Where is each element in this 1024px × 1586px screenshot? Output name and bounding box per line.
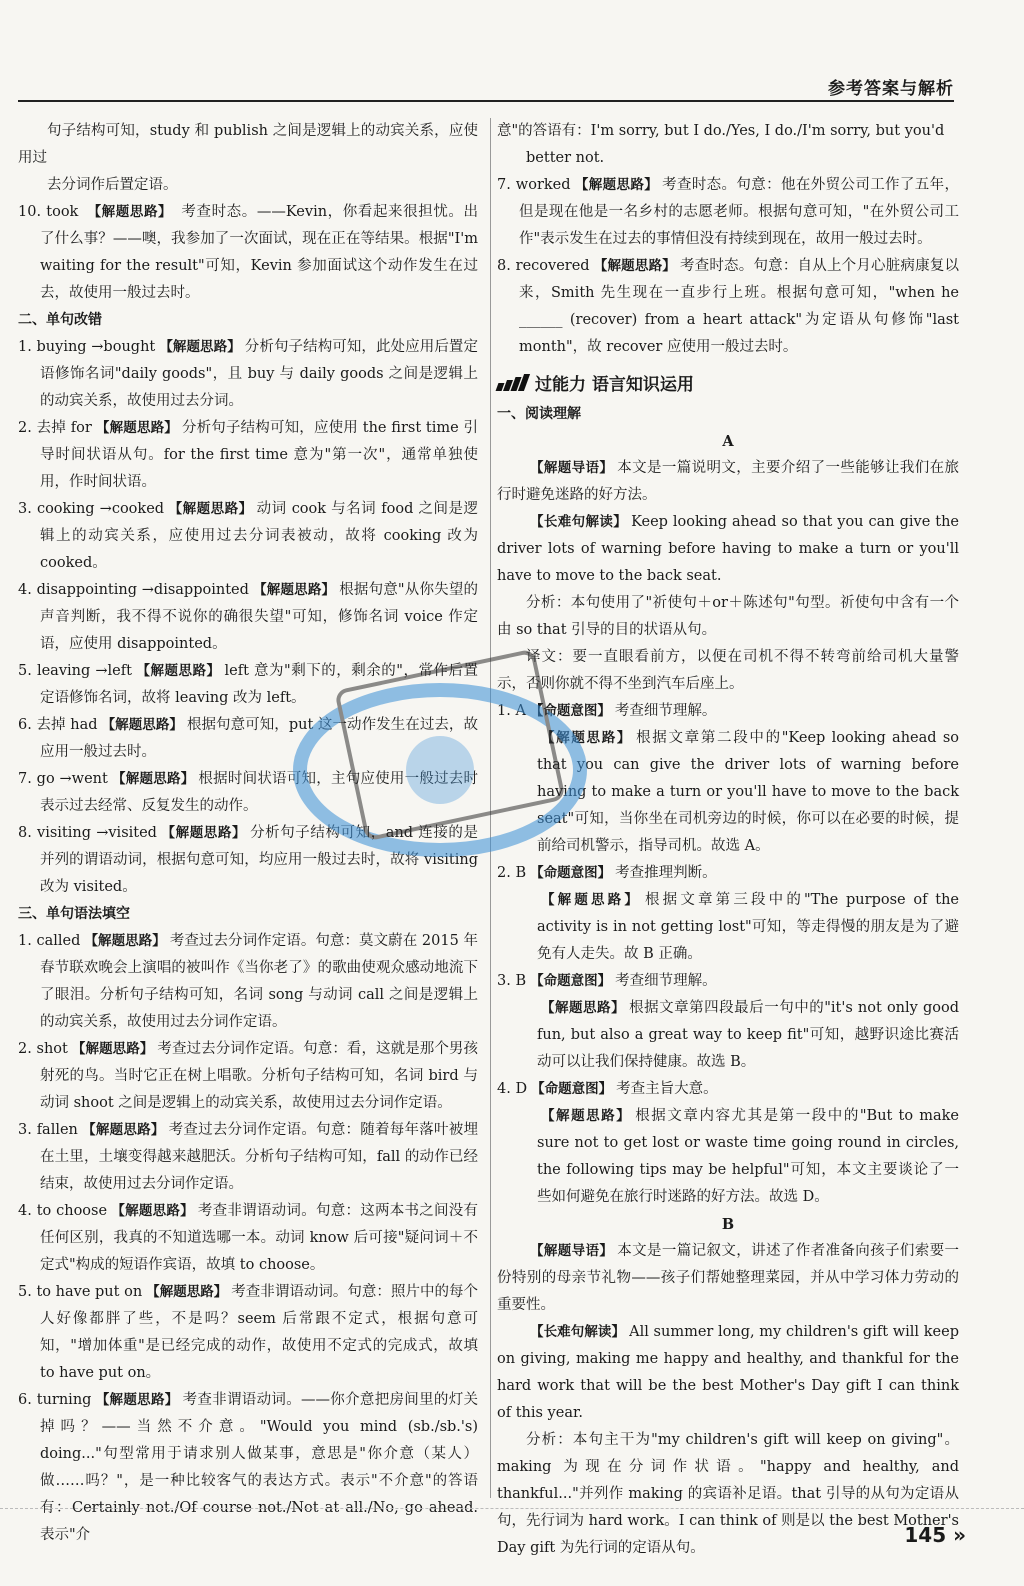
banner-bars-icon bbox=[497, 374, 527, 391]
analysis-tag: 【解题思路】 bbox=[146, 1284, 228, 1300]
analysis-tag: 【解题思路】 bbox=[87, 204, 173, 220]
intent-text: 考查推理判断。 bbox=[615, 865, 717, 881]
answer-text: 分析句子结构可知，and 连接的是并列的谓语动词，根据句意可知，均应用一般过去时，故将 visiting 改为 visited。 bbox=[40, 825, 479, 895]
intro-line: 句子结构可知，study 和 publish 之间是逻辑上的动宾关系，应使用过 bbox=[18, 123, 478, 166]
answer-text: 考查过去分词作定语。句意：随着每年落叶被埋在土里，土壤变得越来越肥沃。分析句子结构可知，fall 的动作已经结束，故使用过去分词作定语。 bbox=[40, 1122, 479, 1192]
correction-item bbox=[18, 820, 478, 901]
analysis-tag: 【解题思路】 bbox=[84, 933, 166, 949]
reading-answer bbox=[497, 860, 959, 887]
reading-reasoning bbox=[497, 1103, 959, 1211]
answer-label: 8. visiting →visited bbox=[18, 825, 157, 841]
analysis-tag: 【解题思路】 bbox=[574, 177, 659, 193]
section-banner bbox=[497, 365, 959, 399]
answer-label: 4. disappointing →disappointed bbox=[18, 582, 249, 598]
analysis-text: 分析：本句使用了"祈使句＋or＋陈述句"句型。祈使句中含有一个由 so that 引导的目的状语从句。 bbox=[497, 595, 959, 638]
reading-reasoning bbox=[497, 725, 959, 860]
correction-item bbox=[18, 334, 478, 415]
long-sentence-tag: 【长难句解读】 bbox=[530, 514, 628, 530]
fill-item bbox=[18, 928, 478, 1036]
guide-text: 本文是一篇记叙文，讲述了作者准备向孩子们索要一份特别的母亲节礼物——孩子们帮她整理菜园，并从中学习体力劳动的重要性。 bbox=[497, 1243, 959, 1313]
page-footer bbox=[0, 1508, 1024, 1553]
long-sentence bbox=[497, 1319, 959, 1427]
correction-item bbox=[18, 712, 478, 766]
analysis-tag: 【解题思路】 bbox=[541, 1108, 632, 1124]
passage-guide bbox=[497, 455, 959, 509]
analysis-tag: 【解题思路】 bbox=[593, 258, 676, 274]
correction-item bbox=[18, 766, 478, 820]
fill-item-8 bbox=[497, 253, 959, 361]
analysis-tag: 【解题思路】 bbox=[168, 501, 253, 517]
answer-item-10 bbox=[18, 199, 478, 307]
continued-line: better not. bbox=[526, 150, 605, 166]
analysis-tag: 【解题思路】 bbox=[101, 717, 183, 733]
reading-reasoning bbox=[497, 995, 959, 1076]
fill-item bbox=[18, 1036, 478, 1117]
long-sentence-tag: 【长难句解读】 bbox=[530, 1324, 626, 1340]
guide-text: 本文是一篇说明文，主要介绍了一些能够让我们在旅行时避免迷路的好方法。 bbox=[497, 460, 959, 503]
answer-label: 8. recovered bbox=[497, 258, 590, 274]
guide-tag: 【解题导语】 bbox=[530, 1243, 614, 1259]
reasoning-text: 根据文章内容尤其是第一段中的"But to make sure not to get lost or waste time going round in circles, the following tips may be helpful"可知，本文主要谈论了一些如何避免在旅行时迷路的好方法。故选 D。 bbox=[537, 1108, 959, 1205]
intent-text: 考查细节理解。 bbox=[615, 973, 717, 989]
analysis-tag: 【解题思路】 bbox=[541, 892, 641, 908]
answer-label: 4. D bbox=[497, 1081, 528, 1097]
intent-text: 考查细节理解。 bbox=[614, 703, 717, 719]
answer-label: 2. 去掉 for bbox=[18, 420, 92, 436]
analysis-tag: 【解题思路】 bbox=[95, 420, 178, 436]
section-heading: 三、单句语法填空 bbox=[18, 906, 130, 922]
reading-answer bbox=[497, 1076, 959, 1103]
page-header bbox=[18, 70, 954, 102]
answer-label: 3. cooking →cooked bbox=[18, 501, 165, 517]
answer-text: 考查时态。——Kevin，你看起来很担忧。出了什么事？——噢，我参加了一次面试，现在正在等结果。根据"I'm waiting for the result"可知，Kevin 参加面试这个动作发生在过去，故使用一般过去时。 bbox=[40, 204, 479, 301]
reading-answer bbox=[497, 698, 959, 725]
answer-label: 7. worked bbox=[497, 177, 571, 193]
answer-text: 根据句意"从你失望的声音判断，我不得不说你的确很失望"可知，修饰名词 voice 作定语，应使用 disappointed。 bbox=[40, 582, 479, 652]
section-heading: 一、阅读理解 bbox=[497, 406, 581, 422]
answer-label: 2. shot bbox=[18, 1041, 68, 1057]
analysis-tag: 【解题思路】 bbox=[95, 1392, 179, 1408]
answer-label: 5. to have put on bbox=[18, 1284, 143, 1300]
answer-text: 根据句意可知，put 这一动作发生在过去，故应用一般过去时。 bbox=[40, 717, 478, 760]
analysis-tag: 【解题思路】 bbox=[160, 825, 247, 841]
answer-text: 考查时态。句意：他在外贸公司工作了五年，但是现在他是一名乡村的志愿老师。根据句意可知，"在外贸公司工作"表示发生在过去的事情但没有持续到现在，故用一般过去时。 bbox=[519, 177, 960, 247]
analysis-tag: 【解题思路】 bbox=[541, 730, 633, 746]
intent-tag: 【命题意图】 bbox=[530, 865, 612, 881]
answer-text: 考查过去分词作定语。句意：看，这就是那个男孩射死的鸟。当时它正在树上唱歌。分析句子结构可知，名词 bird 与动词 shoot 之间是逻辑上的动宾关系，故使用过去分词作定语。 bbox=[40, 1041, 479, 1111]
long-sentence bbox=[497, 509, 959, 590]
answer-text: 考查非谓语动词。句意：这两本书之间没有任何区别，我真的不知道选哪一本。动词 know 后可接"疑问词＋不定式"构成的短语作宾语，故填 to choose。 bbox=[40, 1203, 479, 1273]
passage-letter: B bbox=[721, 1216, 735, 1233]
answer-text: 考查过去分词作定语。句意：莫文蔚在 2015 年春节联欢晚会上演唱的被叫作《当你老了》的歌曲使观众感动地流下了眼泪。分析句子结构可知，名词 song 与动词 call 之间是逻辑上的动宾关系，故使用过去分词作定语。 bbox=[40, 933, 478, 1030]
analysis-tag: 【解题思路】 bbox=[135, 663, 221, 679]
continued-line: 意"的答语有：I'm sorry, but I do./Yes, I do./I'm sorry, but you'd bbox=[497, 123, 945, 139]
answer-text: 分析句子结构可知，此处应用后置定语修饰名词"daily goods"，且 buy 与 daily goods 之间是逻辑上的动宾关系，故使用过去分词。 bbox=[40, 339, 478, 409]
reading-reasoning bbox=[497, 887, 959, 968]
answer-label: 3. B bbox=[497, 973, 527, 989]
correction-item bbox=[18, 577, 478, 658]
analysis-tag: 【解题思路】 bbox=[541, 1000, 626, 1016]
fill-item bbox=[18, 1279, 478, 1387]
answer-label: 1. A bbox=[497, 703, 526, 719]
reasoning-text: 根据文章第四段最后一句中的"it's not only good fun, but also a great way to keep fit"可知，越野识途比赛活动可以让我们保持健康。故选 B。 bbox=[537, 1000, 959, 1070]
answer-label: 7. go →went bbox=[18, 771, 108, 787]
answer-label: 1. called bbox=[18, 933, 81, 949]
correction-item bbox=[18, 496, 478, 577]
analysis-tag: 【解题思路】 bbox=[252, 582, 336, 598]
answer-label: 5. leaving →left bbox=[18, 663, 132, 679]
intent-tag: 【命题意图】 bbox=[529, 703, 611, 719]
answer-text: 考查时态。句意：自从上个月心脏病康复以来，Smith 先生现在一直步行上班。根据句意可知，"when he ______ (recover) from a heart attack"为定语从句修饰"last month"，故 recover 应使用一般过去时。 bbox=[519, 258, 960, 355]
banner-title: 过能力 语言知识运用 bbox=[535, 374, 694, 395]
intent-text: 考查主旨大意。 bbox=[616, 1081, 718, 1097]
reasoning-text: 根据文章第二段中的"Keep looking ahead so that you can give the driver lots of warning before having to make a turn or you'll have to move to the back seat"可知，当你坐在司机旁边的时候，你可以在必要的时候，提前给司机警示，指导司机。故选 A。 bbox=[537, 730, 960, 854]
long-sentence-text: Keep looking ahead so that you can give the driver lots of warning before having to make a turn or you'll have to move to the back seat. bbox=[497, 514, 959, 584]
reasoning-text: 根据文章第三段中的"The purpose of the activity is in not getting lost"可知，等走得慢的朋友是为了避免有人走失。故 B 正确。 bbox=[537, 892, 959, 962]
analysis-tag: 【解题思路】 bbox=[111, 1203, 194, 1219]
answer-label: 3. fallen bbox=[18, 1122, 78, 1138]
answer-text: left 意为"剩下的，剩余的"，常作后置定语修饰名词，故将 leaving 改为 left。 bbox=[40, 663, 479, 706]
answer-text: 考查非谓语动词。句意：照片中的每个人好像都胖了些，不是吗？seem 后常跟不定式，根据句意可知，"增加体重"是已经完成的动作，故使用不定式的完成式，故填 to have put on。 bbox=[40, 1284, 479, 1381]
analysis-tag: 【解题思路】 bbox=[81, 1122, 165, 1138]
section-heading: 二、单句改错 bbox=[18, 312, 102, 328]
answer-label: 6. turning bbox=[18, 1392, 92, 1408]
guide-tag: 【解题导语】 bbox=[530, 460, 614, 476]
intent-tag: 【命题意图】 bbox=[531, 1081, 613, 1097]
passage-letter: A bbox=[722, 433, 734, 450]
long-sentence-text: All summer long, my children's gift will keep on giving, making me happy and healthy, and thankful for the hard work that will be the best Mother's Day gift I can think of this year. bbox=[497, 1324, 959, 1421]
left-column bbox=[18, 118, 478, 1549]
answer-label: 6. 去掉 had bbox=[18, 717, 98, 733]
fill-item bbox=[18, 1117, 478, 1198]
intent-tag: 【命题意图】 bbox=[530, 973, 612, 989]
analysis-tag: 【解题思路】 bbox=[159, 339, 241, 355]
header-title: 参考答案与解析 bbox=[828, 79, 954, 99]
answer-text: 根据时间状语可知，主句应使用一般过去时表示过去经常、反复发生的动作。 bbox=[40, 771, 479, 814]
answer-text: 分析句子结构可知，应使用 the first time 引导时间状语从句。for the first time 意为"第一次"，通常单独使用，作时间状语。 bbox=[40, 420, 478, 490]
answer-label: 4. to choose bbox=[18, 1203, 108, 1219]
fill-item bbox=[18, 1198, 478, 1279]
answer-text: 动词 cook 与名词 food 之间是逻辑上的动宾关系，应使用过去分词表被动，故将 cooking 改为 cooked。 bbox=[40, 501, 478, 571]
intro-line: 去分词作后置定语。 bbox=[47, 177, 178, 193]
answer-label: 2. B bbox=[497, 865, 527, 881]
correction-item bbox=[18, 415, 478, 496]
reading-answer bbox=[497, 968, 959, 995]
analysis-text: 分析：本句主干为"my children's gift will keep on giving"。making 为现在分词作状语。"happy and healthy, and thankful..."并列作 making 的宾语补足语。that 引导的从句为定语从句，先行词为 hard work。I can think of 则是以 the best Mother's Day gift 为先行词的定语从句。 bbox=[497, 1432, 959, 1556]
page-number: 145 » bbox=[904, 1523, 966, 1547]
analysis-tag: 【解题思路】 bbox=[71, 1041, 154, 1057]
correction-item bbox=[18, 658, 478, 712]
answer-label: 10. took bbox=[18, 204, 79, 220]
answer-label: 1. buying →bought bbox=[18, 339, 156, 355]
translation-text: 译文：要一直眼看前方，以便在司机不得不转弯前给司机大量警示，否则你就不得不坐到汽车后座上。 bbox=[497, 649, 959, 692]
analysis-tag: 【解题思路】 bbox=[111, 771, 195, 787]
answer-text: 考查非谓语动词。——你介意把房间里的灯关掉吗？——当然不介意。"Would you mind (sb./sb.'s) doing..."句型常用于请求别人做某事，意思是"你介意（某人）做……吗？"，是一种比较客气的表达方式。表示"不介意"的答语有：Certainly not./Of course not./Not at all./No, go ahead. 表示"介 bbox=[40, 1392, 479, 1543]
fill-item-7 bbox=[497, 172, 959, 253]
passage-guide bbox=[497, 1238, 959, 1319]
